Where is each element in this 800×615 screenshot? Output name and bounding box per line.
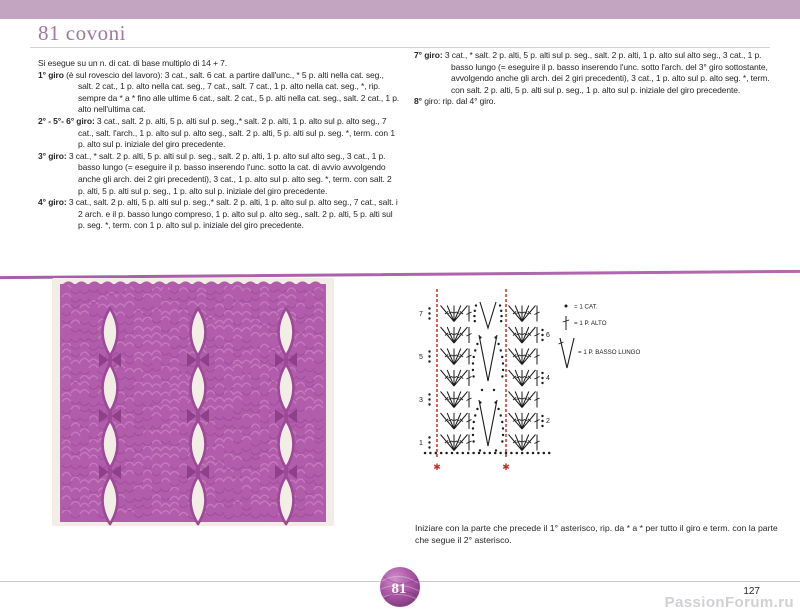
tall-stitch xyxy=(441,392,455,408)
tall-stitch xyxy=(441,413,455,429)
chain-dot xyxy=(473,315,475,317)
chain-dot xyxy=(501,356,503,358)
row-label: 8° xyxy=(414,96,422,107)
chain-dot xyxy=(428,403,430,405)
row-text: 3 cat., * salt. 2 p. alti, 5 p. alti sul p. seg., salt. 2 p. alti, 1 p. alto sul alto seg., 3 cat., 1 p. basso lungo (= eseguire il p. basso inserendo l'unc. sotto la cat. di avvio avvolgendo anche gli arch. dei 2 giri precedenti), 3 cat., 1 p. alto sul p. alto seg. *, term. con salt. 2 p. alti, 5 p. alti sul p. seg., 1 p. alto sul p. iniziale del giro precedente. xyxy=(66,150,392,196)
chain-dot xyxy=(472,375,474,377)
chain-dot xyxy=(472,362,474,364)
tall-stitch xyxy=(509,349,523,365)
chain-dot xyxy=(500,349,502,351)
chain-dot xyxy=(541,377,543,379)
chain-dot xyxy=(428,360,430,362)
row-number-left: 7 xyxy=(419,311,423,318)
chain-dot xyxy=(429,452,432,455)
tall-stitch xyxy=(522,370,536,386)
legend-label: = 1 CAT. xyxy=(574,303,598,311)
title-rule xyxy=(30,47,770,48)
row-number-left: 5 xyxy=(419,354,423,361)
tall-stitch xyxy=(454,370,468,386)
chain-dot xyxy=(502,434,504,436)
page-title: 81 covoni xyxy=(38,21,126,45)
tall-stitch xyxy=(454,435,461,451)
chain-dot xyxy=(472,369,474,371)
chain-dot xyxy=(548,452,551,455)
row-number-left: 3 xyxy=(419,397,423,404)
chain-dot xyxy=(501,440,503,442)
chain-dot xyxy=(474,414,476,416)
tall-stitch xyxy=(447,349,454,365)
row-number-right: 2 xyxy=(546,418,550,425)
instruction-row-7 xyxy=(414,50,774,96)
tall-stitch xyxy=(522,413,529,429)
chain-dot xyxy=(481,389,483,391)
tall-stitch xyxy=(522,413,536,429)
chain-dot xyxy=(428,312,430,314)
row-label: 3° giro: xyxy=(38,150,67,161)
instructions-left-column xyxy=(38,58,400,280)
chain-dot xyxy=(493,389,495,391)
instructions-right-column xyxy=(414,50,774,108)
tall-stitch xyxy=(454,413,468,429)
chain-dot xyxy=(497,343,499,345)
chain-dot xyxy=(428,441,430,443)
chain-dot xyxy=(541,334,543,336)
tall-stitch xyxy=(509,370,523,386)
tall-stitch xyxy=(515,306,522,322)
stitch-diagram xyxy=(412,282,662,474)
start-marker: ✱ xyxy=(433,462,441,472)
chain-dot xyxy=(428,436,430,438)
chain-dot xyxy=(500,310,502,312)
chain-dot xyxy=(474,349,476,351)
row-text: 3 cat., salt. 2 p. alti, 5 p. alti sul p. seg.,* salt. 2 p. alti, 1 p. alto sul p. alto seg., 7 cat., salt. l'arch., 1 p. alto sul p. alto seg., salt. 2 p. alti, 5 p. alti sul p. seg. *, term. con 1 p. alto sul p. iniziale del giro precedente. xyxy=(78,115,395,150)
chain-dot xyxy=(489,452,492,455)
chain-dot xyxy=(502,427,504,429)
chain-dot xyxy=(499,304,501,306)
row-text: 3 cat., * salt. 2 p. alti, 5 p. alti sul p. seg., salt. 2 p. alti, 1 p. alto sul alto seg., 3 cat., 1 p. basso lungo (= eseguire il p. basso inserendo l'unc. sotto l'arch. del 3° giro sottostante, avvolgendo anche gli arch. dei 2 giri precedenti), 3 cat., 1 p. alto sul p. alto seg. *, term. con salt. 2 p. alti, 5 p. alti sul p. seg., 1 p. alto sul p. iniziale del giro precedente. xyxy=(442,50,770,95)
tall-stitch xyxy=(441,435,455,451)
chain-dot xyxy=(428,446,430,448)
chain-dot xyxy=(478,452,481,455)
tall-stitch xyxy=(515,370,522,386)
chain-dot xyxy=(472,452,475,455)
instruction-row-3 xyxy=(38,151,400,197)
chain-dot xyxy=(541,415,543,417)
chain-dot xyxy=(473,421,475,423)
chain-dot xyxy=(440,452,443,455)
tall-stitch xyxy=(454,349,461,365)
chain-dot xyxy=(428,350,430,352)
chain-dot xyxy=(473,356,475,358)
chain-dot xyxy=(501,421,503,423)
tall-stitch xyxy=(509,392,523,408)
row-number-left: 1 xyxy=(419,440,423,447)
chain-dot xyxy=(476,343,478,345)
tall-stitch xyxy=(522,349,529,365)
chain-dot xyxy=(541,372,543,374)
chain-dot xyxy=(467,452,470,455)
ball-number: 81 xyxy=(391,581,407,597)
chain-dot xyxy=(521,452,524,455)
legend-label: = 1 P. BASSO LUNGO xyxy=(578,349,641,356)
legend-label: = 1 P. ALTO xyxy=(574,320,607,327)
chain-dot xyxy=(428,355,430,357)
row-number-right: 4 xyxy=(546,375,550,382)
long-single-crochet xyxy=(479,400,497,446)
chain-dot xyxy=(435,452,438,455)
row-text: giro: rip. dal 4° giro. xyxy=(421,96,496,107)
instruction-row-4 xyxy=(38,197,400,232)
chain-dot xyxy=(502,369,504,371)
tall-stitch xyxy=(454,413,461,429)
diagram-legend xyxy=(559,304,641,369)
tall-stitch xyxy=(522,306,529,322)
watermark: PassionForum.ru xyxy=(664,594,794,611)
chain-dot xyxy=(424,452,427,455)
tall-stitch xyxy=(515,327,522,343)
chain-dot xyxy=(472,440,474,442)
tall-stitch xyxy=(454,435,468,451)
chain-dot xyxy=(445,452,448,455)
tall-stitch xyxy=(522,306,536,322)
chain-dot xyxy=(428,398,430,400)
row-label: 7° giro: xyxy=(414,50,443,60)
chain-dot xyxy=(505,452,508,455)
chain-dot-icon xyxy=(565,305,568,308)
chain-dot xyxy=(428,307,430,309)
chain-dot xyxy=(500,315,502,317)
chain-dot xyxy=(495,449,497,451)
chain-dot xyxy=(537,452,540,455)
tall-stitch xyxy=(454,392,468,408)
tall-stitch xyxy=(447,435,454,451)
tall-stitch xyxy=(522,392,529,408)
tall-stitch xyxy=(447,327,454,343)
chain-dot xyxy=(499,452,502,455)
chain-dot xyxy=(428,317,430,319)
tall-stitch xyxy=(515,413,522,429)
tall-stitch xyxy=(509,306,523,322)
chain-dot xyxy=(456,452,459,455)
row-text: 3 cat., salt. 2 p. alti, 5 p. alti sul p. seg.,* salt. 2 p. alti, 1 p. alto sul p. alto seg., 7 cat., salt. i 2 arch. e il p. basso lungo compreso, 1 p. alto sul p. alto seg., salt. 2 p. alti, 5 p. alti sul p. seg. *, term. con 1 p. alto sul p. iniziale del giro precedente. xyxy=(66,197,398,231)
yarn-ball-marker xyxy=(378,565,422,609)
chain-dot xyxy=(541,420,543,422)
page-number: 127 xyxy=(743,586,760,597)
tall-stitch xyxy=(522,392,536,408)
chain-dot xyxy=(472,434,474,436)
tall-stitch xyxy=(522,435,536,451)
chain-dot xyxy=(428,393,430,395)
chain-dot xyxy=(500,414,502,416)
tall-stitch xyxy=(522,327,536,343)
chain-dot xyxy=(543,452,546,455)
long-single-crochet xyxy=(480,302,496,328)
tall-stitch xyxy=(522,370,529,386)
tall-stitch xyxy=(441,370,455,386)
chain-dot xyxy=(516,452,519,455)
chain-dot xyxy=(497,408,499,410)
row-label: 4° giro: xyxy=(38,197,67,208)
tall-stitch xyxy=(454,306,468,322)
tall-stitch xyxy=(522,435,529,451)
chain-dot xyxy=(474,310,476,312)
top-band xyxy=(0,0,800,19)
pattern-note: Iniziare con la parte che precede il 1° asterisco, rip. da * a * per tutto il giro e term. con la parte che segue il 2° asterisco. xyxy=(415,523,778,545)
tall-stitch xyxy=(441,327,455,343)
tall-stitch xyxy=(522,327,529,343)
tall-stitch xyxy=(515,392,522,408)
chain-dot xyxy=(500,320,502,322)
instruction-row-1 xyxy=(38,70,400,116)
tall-stitch xyxy=(454,392,461,408)
intro-text: Si esegue su un n. di cat. di base multiplo di 14 + 7. xyxy=(38,58,228,68)
tall-stitch xyxy=(447,306,454,322)
tall-stitch xyxy=(454,327,461,343)
chain-dot xyxy=(501,375,503,377)
chain-dot xyxy=(502,362,504,364)
tall-stitch xyxy=(454,349,468,365)
tall-stitch xyxy=(515,435,522,451)
start-marker: ✱ xyxy=(502,462,510,472)
chain-dot xyxy=(494,452,497,455)
row-text: (è sul rovescio del lavoro): 3 cat., salt. 6 cat. a partire dall'unc., * 5 p. alti nella cat. seg., salt. 2 cat., 1 p. alto nella cat. seg., 7 cat., salt. 7 cat., 1 p. alto nella cat. seg., *, rip. sempre da * a * fino alle ultime 6 cat., salt. 2 cat., 5 p. alti nella cat. seg., salt. 2 cat., 1 p. alto nell'ultima cat. xyxy=(63,69,400,115)
tall-stitch xyxy=(447,370,454,386)
chain-dot xyxy=(526,452,529,455)
long-single-crochet xyxy=(479,335,497,381)
chain-dot xyxy=(541,425,543,427)
tall-stitch xyxy=(509,435,523,451)
chain-dot xyxy=(451,452,454,455)
chain-dot xyxy=(541,329,543,331)
row-label: 1° giro xyxy=(38,69,64,80)
chain-dot xyxy=(510,452,513,455)
chain-dot xyxy=(462,452,465,455)
tall-stitch xyxy=(509,413,523,429)
chain-dot xyxy=(476,408,478,410)
tall-stitch xyxy=(522,349,536,365)
tall-stitch xyxy=(509,327,523,343)
chain-dot xyxy=(475,304,477,306)
chain-dot xyxy=(483,452,486,455)
chain-dot xyxy=(474,320,476,322)
tall-stitch xyxy=(454,370,461,386)
instruction-row-2-5-6 xyxy=(38,116,400,151)
tall-stitch xyxy=(447,413,454,429)
instruction-row-8 xyxy=(414,96,774,108)
chain-dot xyxy=(541,339,543,341)
tall-stitch xyxy=(454,327,468,343)
tall-stitch xyxy=(515,349,522,365)
chain-dot xyxy=(479,449,481,451)
tall-stitch xyxy=(441,349,455,365)
chain-dot xyxy=(472,427,474,429)
chain-dot xyxy=(541,382,543,384)
tall-stitch xyxy=(454,306,461,322)
tall-stitch xyxy=(447,392,454,408)
crochet-swatch-photo xyxy=(48,276,338,528)
row-number-right: 6 xyxy=(546,332,550,339)
tall-stitch xyxy=(441,306,455,322)
chain-dot xyxy=(532,452,535,455)
row-label: 2° - 5°- 6° giro: xyxy=(38,115,95,126)
